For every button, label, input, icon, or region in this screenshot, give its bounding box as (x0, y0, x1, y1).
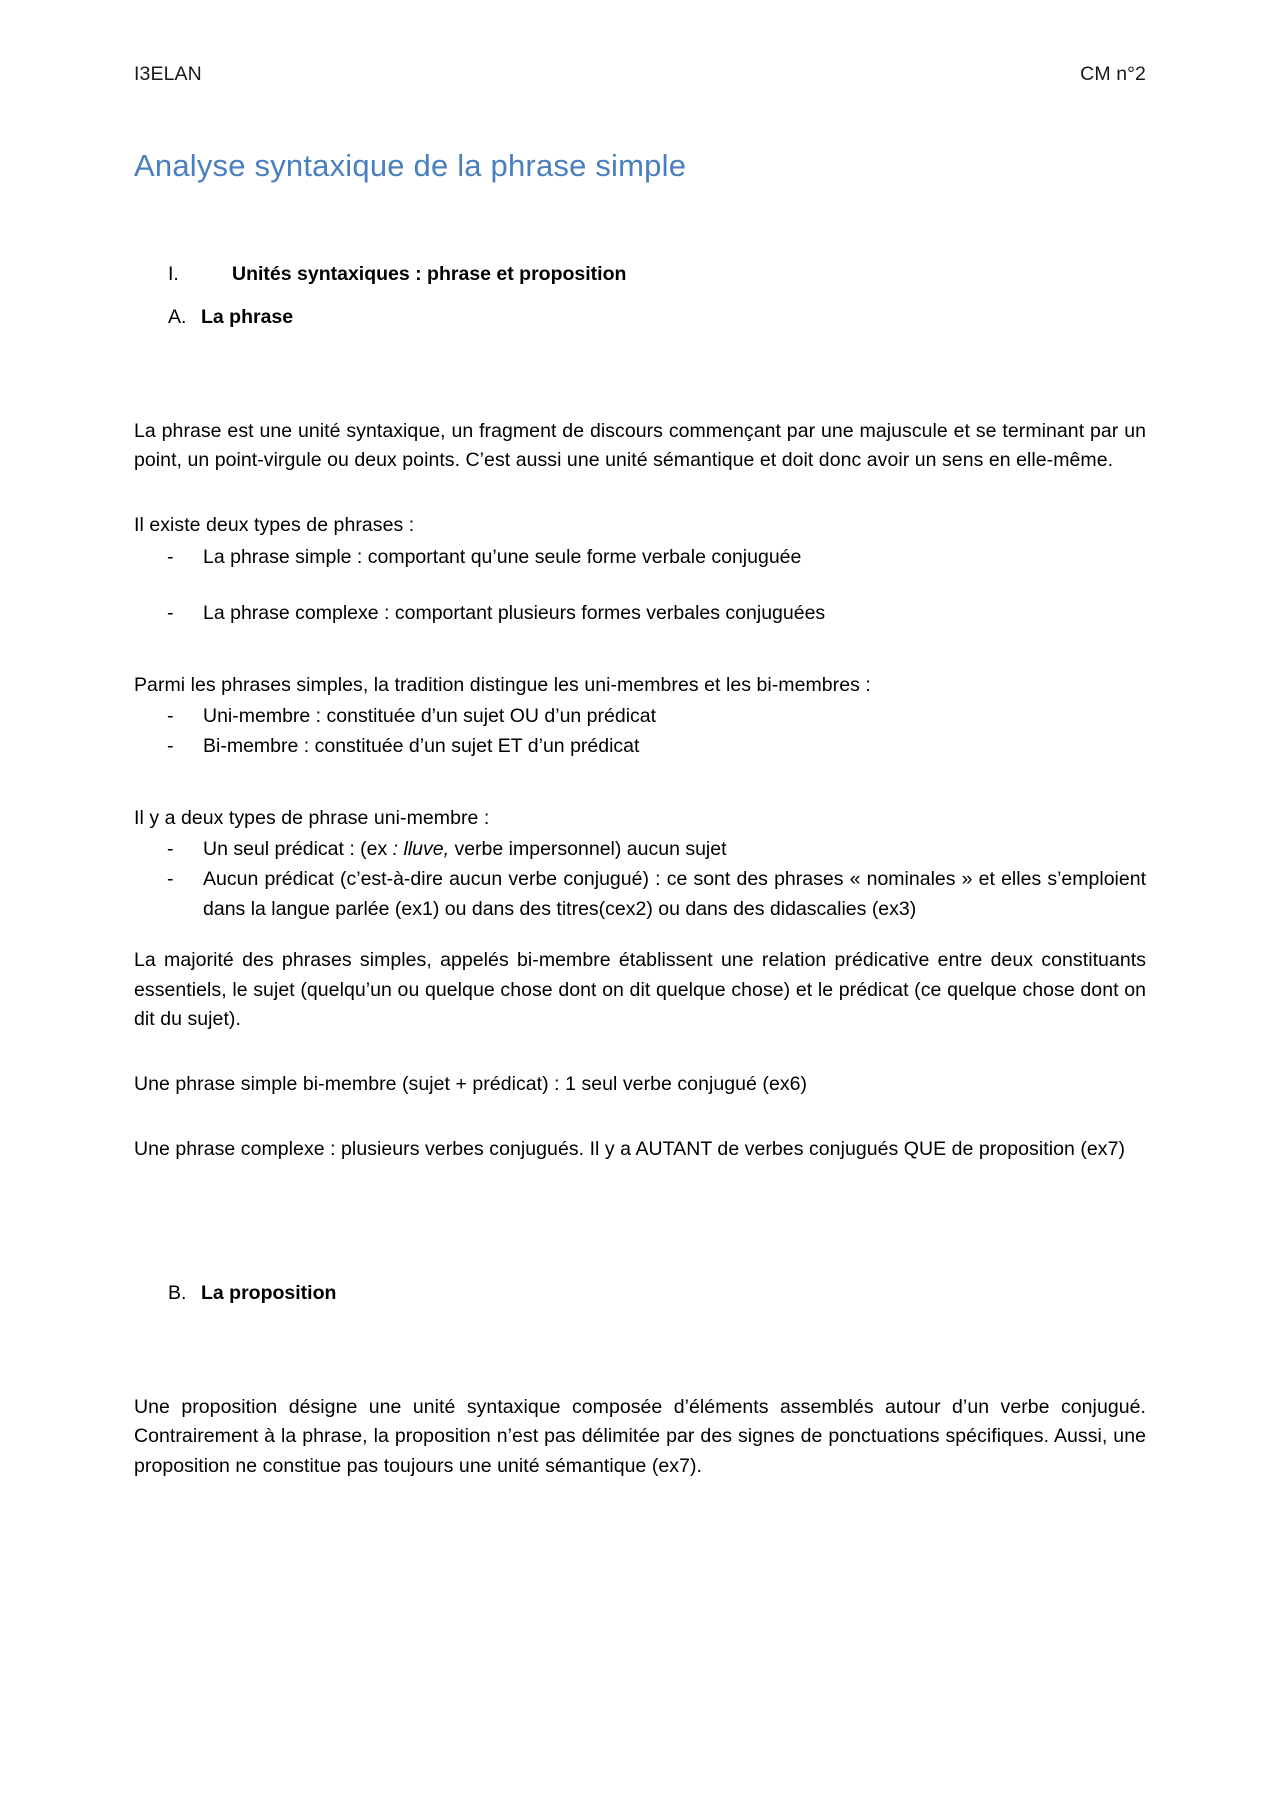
bullet-dash-icon: - (167, 545, 174, 568)
spacer (134, 489, 1146, 511)
spacer (134, 1048, 1146, 1070)
paragraph-two-types-lead: Il existe deux types de phrases : (134, 513, 415, 536)
list-item (134, 599, 1146, 629)
heading-subsection-a-label: La phrase (201, 306, 294, 329)
list-item (134, 865, 1146, 924)
bullet-dash-icon: - (167, 867, 174, 890)
paragraph-phrase-complexe: Une phrase complexe : plusieurs verbes conjugués. Il y a AUTANT de verbes conjugués QUE de proposition (ex7) (134, 1137, 1126, 1160)
page-title: Analyse syntaxique de la phrase simple (134, 148, 687, 184)
list-item-text-before: Un seul prédicat : (ex (203, 838, 393, 861)
list-item-label: Uni-membre : constituée d’un sujet OU d’un prédicat (203, 705, 657, 728)
spacer (134, 924, 1146, 946)
spacer (134, 1177, 1146, 1239)
spacer (134, 1307, 1146, 1393)
bullet-dash-icon: - (167, 735, 174, 758)
heading-subsection-b-marker: B. (168, 1282, 187, 1305)
heading-section-1 (134, 262, 1146, 287)
list-item-label: Bi-membre : constituée d’un sujet ET d’un prédicat (203, 735, 640, 758)
list-membre-types (134, 702, 1146, 761)
list-item-label: La phrase simple : comportant qu’une seule forme verbale conjuguée (203, 545, 802, 568)
list-item-text-after: verbe impersonnel) aucun sujet (449, 838, 727, 861)
list-item (134, 835, 1146, 865)
list-item (134, 543, 1146, 573)
list-item-label (203, 835, 1146, 865)
header-left-label: I3ELAN (134, 63, 202, 85)
list-item (134, 702, 1146, 732)
document-header (134, 62, 1146, 86)
spacer (134, 1113, 1146, 1135)
heading-subsection-a-marker: A. (168, 306, 187, 329)
heading-section-1-label: Unités syntaxiques : phrase et proposition (232, 263, 627, 286)
list-uni-membre-types (134, 835, 1146, 924)
paragraph-bi-membre-relation: La majorité des phrases simples, appelés bi-membre établissent une relation prédicative entre deux constituants essentiels, le sujet (quelqu’un ou quelque chose dont on dit quelque chose) et le prédicat (ce quelque chose dont on dit du sujet). (134, 949, 1146, 1031)
spacer (134, 1239, 1146, 1281)
list-phrase-types (134, 543, 1146, 629)
header-right-label: CM n°2 (1080, 63, 1146, 85)
heading-subsection-b (134, 1281, 1146, 1306)
spacer (134, 629, 1146, 671)
paragraph-phrase-definition: La phrase est une unité syntaxique, un fragment de discours commençant par une majuscule et se terminant par un point, un point-virgule ou deux points. C’est aussi une unité sémantique et doit donc avoir un sens en elle-même. (134, 419, 1146, 472)
paragraph-proposition-definition: Une proposition désigne une unité syntaxique composée d’éléments assemblés autour d’un verbe conjugué. Contrairement à la phrase, la proposition n’est pas délimitée par des signes de ponctuations spécifiques. Aussi, une proposition ne constitue pas toujours une unité sémantique (ex7). (134, 1395, 1146, 1477)
bullet-dash-icon: - (167, 705, 174, 728)
list-item-label: La phrase complexe : comportant plusieurs formes verbales conjuguées (203, 602, 826, 625)
heading-section-1-marker: I. (168, 263, 179, 286)
heading-subsection-a (134, 305, 1146, 330)
paragraph-uni-membre-lead: Il y a deux types de phrase uni-membre : (134, 806, 490, 829)
spacer (134, 762, 1146, 804)
bullet-dash-icon: - (167, 838, 174, 861)
list-item-label: Aucun prédicat (c’est-à-dire aucun verbe conjugué) : ce sont des phrases « nominales » et elles s’emploient dans la langue parlée (ex1) ou dans des titres(cex2) ou dans des didascalies (ex3) (203, 867, 1146, 920)
paragraph-phrase-simple-bi-membre: Une phrase simple bi-membre (sujet + prédicat) : 1 seul verbe conjugué (ex6) (134, 1073, 808, 1096)
paragraph-uni-bi-lead: Parmi les phrases simples, la tradition distingue les uni-membres et les bi-membres : (134, 673, 871, 696)
list-item-emphasis: : lluve, (392, 838, 450, 861)
heading-subsection-b-label: La proposition (201, 1282, 337, 1305)
list-item (134, 732, 1146, 762)
bullet-dash-icon: - (167, 602, 174, 625)
spacer (134, 331, 1146, 417)
